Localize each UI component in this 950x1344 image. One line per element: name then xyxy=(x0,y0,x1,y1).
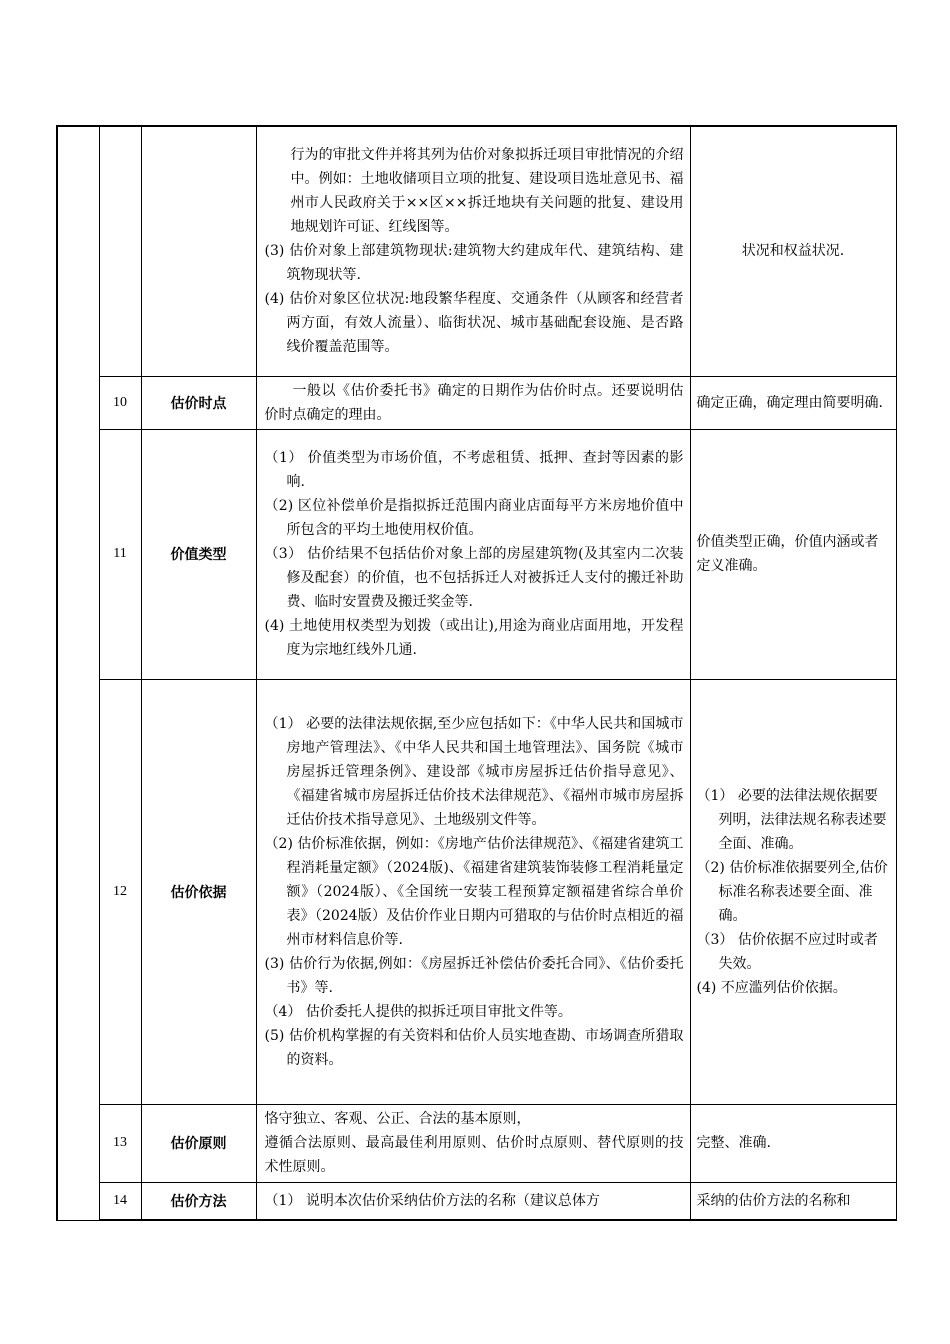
row-requirement xyxy=(690,679,896,1104)
row-title: 估价依据 xyxy=(141,679,256,1104)
row-title: 价值类型 xyxy=(141,429,256,679)
content-item: （1） 价值类型为市场价值，不考虑租赁、抵押、查封等因素的影响. xyxy=(264,450,684,490)
table-row xyxy=(57,679,896,1104)
table-row xyxy=(57,126,896,376)
row-title: 估价方法 xyxy=(141,1182,256,1220)
row-title: 估价原则 xyxy=(141,1104,256,1182)
row-content xyxy=(256,429,690,679)
table-row xyxy=(57,1182,896,1220)
row-number: 14 xyxy=(99,1182,141,1220)
row-number: 13 xyxy=(99,1104,141,1182)
content-item: (3) 估价对象上部建筑物现状:建筑物大约建成年代、建筑结构、建筑物现状等. xyxy=(264,243,684,284)
row-requirement: 采纳的估价方法的名称和 xyxy=(690,1182,896,1220)
content-item: （3） 估价结果不包括估价对象上部的房屋建筑物(及其室内二次装修及配套）的价值，也不包括拆迁人对被拆迁人支付的搬迁补助费、临时安置费及搬迁奖金等. xyxy=(264,546,684,610)
row-requirement: 状况和权益状况. xyxy=(690,126,896,376)
row-title: 估价时点 xyxy=(141,376,256,429)
content-item: （2) 估价标准依据，例如：《房地产估价法律规范》、《福建省建筑工程消耗量定额》（2024版)、《福建省建筑装饰装修工程消耗量定额》（2024版）、《全国统一安装工程预算定额福建省综合单价表》（2024版）及估价作业日期内可猎取的与估价时点相近的福州市材料信息价等. xyxy=(264,835,684,948)
row-number: 11 xyxy=(99,429,141,679)
row-content xyxy=(256,376,690,429)
row-requirement: 确定正确，确定理由简要明确. xyxy=(690,376,896,429)
content-paragraph: 行为的审批文件并将其列为估价对象拟拆迁项目审批情况的介绍中。例如：土地收储项目立项的批复、建设项目选址意见书、福州市人民政府关于××区××拆迁地块有关问题的批复、建设用地规划许可证、红线图等。 xyxy=(290,147,684,236)
row-number: 12 xyxy=(99,679,141,1104)
review-table xyxy=(56,125,897,1221)
row-content xyxy=(256,1182,690,1220)
row-number xyxy=(99,126,141,376)
content-paragraph: 一般以《估价委托书》确定的日期作为估价时点。还要说明估价时点确定的理由。 xyxy=(264,382,684,423)
content-line: 遵循合法原则、最高最佳利用原则、估价时点原则、替代原则的技术性原则。 xyxy=(264,1135,684,1175)
content-item: (5) 估价机构掌握的有关资料和估价人员实地查勘、市场调查所猎取的资料。 xyxy=(264,1027,684,1068)
row-requirement: 价值类型正确，价值内涵或者定义准确。 xyxy=(690,429,896,679)
requirement-item: （3） 估价依据不应过时或者失效。 xyxy=(696,931,878,972)
requirement-item: （2) 估价标准依据要列全,估价标准名称表述要全面、准确。 xyxy=(696,859,888,924)
table-row xyxy=(57,429,896,679)
content-item: (4) 估价对象区位状况:地段繁华程度、交通条件（从顾客和经营者两方面，有效人流量）、临街状况、城市基础配套设施、是否路线价覆盖范围等。 xyxy=(264,291,684,356)
row-title xyxy=(141,126,256,376)
requirement-item: （1） 必要的法律法规依据要列明，法律法规名称表述要全面、准确。 xyxy=(696,787,887,852)
content-line: 恪守独立、客观、公正、合法的基本原则， xyxy=(264,1111,531,1127)
row-content xyxy=(256,679,690,1104)
row-content xyxy=(256,1104,690,1182)
row-number: 10 xyxy=(99,376,141,429)
content-item: （4） 估价委托人提供的拟拆迁项目审批文件等。 xyxy=(264,1003,572,1020)
table-row xyxy=(57,1104,896,1182)
content-line: （1） 说明本次估价采纳估价方法的名称（建议总体方 xyxy=(264,1192,600,1209)
requirement-item: (4) 不应滥列估价依据。 xyxy=(696,979,847,996)
content-item: (3) 估价行为依据,例如：《房屋拆迁补偿估价委托合同》、《估价委托书》等. xyxy=(264,955,684,996)
section-column xyxy=(57,126,99,1220)
row-content xyxy=(256,126,690,376)
content-item: (4) 土地使用权类型为划拨（或出让),用途为商业店面用地，开发程度为宗地红线外几通. xyxy=(264,618,684,658)
content-item: （2) 区位补偿单价是指拟拆迁范围内商业店面每平方米房地价值中所包含的平均土地使用权价值。 xyxy=(264,498,684,538)
row-requirement: 完整、准确. xyxy=(690,1104,896,1182)
content-item: （1） 必要的法律法规依据,至少应包括如下：《中华人民共和国城市房地产管理法》、《中华人民共和国土地管理法》、国务院《城市房屋拆迁管理条例》、建设部《城市房屋拆迁估价指导意见》、《福建省城市房屋拆迁估价技术法律规范》、《福州市城市房屋拆迁估价技术指导意见》、土地级别文件等。 xyxy=(264,715,684,828)
table-row xyxy=(57,376,896,429)
